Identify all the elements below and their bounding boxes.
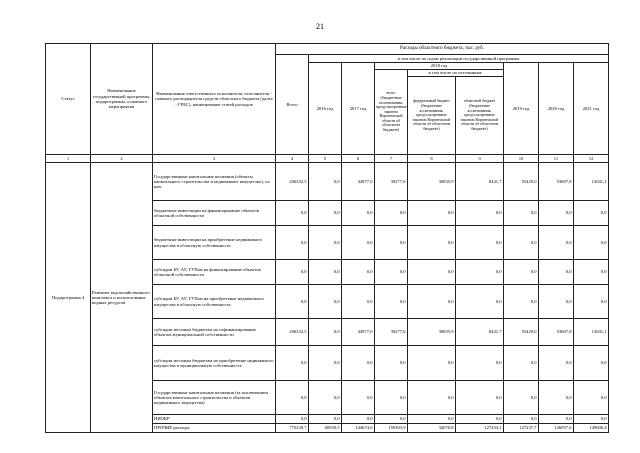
table-row xyxy=(46,163,609,201)
header-total: Всего xyxy=(276,55,309,155)
value-cell: 0,0 xyxy=(309,319,342,346)
value-cell: 0,0 xyxy=(539,415,574,424)
row-label: субсидии местным бюджетам на приобретение недвижимого имущества в муниципальную собственность xyxy=(153,346,276,381)
value-cell: 0,0 xyxy=(342,381,375,415)
value-cell: 55429,0 xyxy=(504,319,539,346)
column-number-row xyxy=(46,155,609,163)
row-label: Государственные капитальные вложения (объекты капитального строительства и недвижимое имущество), из них: xyxy=(153,163,276,201)
header-2018-total: всего (бюджетные ассигнования, предусмотренные законом Воронежской области об областном бюджете) xyxy=(375,70,408,155)
status-cell: Подпрограмма 4 xyxy=(46,163,91,433)
value-cell: 0,0 xyxy=(504,285,539,319)
value-cell: 0,0 xyxy=(408,346,456,381)
value-cell: 0,0 xyxy=(342,226,375,260)
header-2019: 2019 год xyxy=(504,63,539,155)
value-cell: 0,0 xyxy=(504,260,539,285)
value-cell: 0,0 xyxy=(375,201,408,226)
header-2018: 2018 год xyxy=(375,63,504,70)
value-cell: 0,0 xyxy=(408,285,456,319)
row-label: бюджетные инвестиции на финансирование объектов областной собственности xyxy=(153,201,276,226)
value-cell: 30835,9 xyxy=(408,319,456,346)
value-cell: 0,0 xyxy=(375,260,408,285)
col-number: 11 xyxy=(539,155,574,163)
value-cell: 0,0 xyxy=(574,415,609,424)
value-cell: 0,0 xyxy=(574,381,609,415)
value-cell: 53607,8 xyxy=(539,319,574,346)
value-cell: 0,0 xyxy=(456,415,504,424)
value-cell: 0,0 xyxy=(539,226,574,260)
value-cell: 0,0 xyxy=(342,415,375,424)
value-cell: 0,0 xyxy=(504,381,539,415)
value-cell: 0,0 xyxy=(276,201,309,226)
value-cell: 0,0 xyxy=(375,346,408,381)
value-cell: 0,0 xyxy=(375,285,408,319)
value-cell: 13041,1 xyxy=(574,319,609,346)
value-cell: 8441,7 xyxy=(456,319,504,346)
value-cell: 0,0 xyxy=(309,415,342,424)
header-2018-regional: областной бюджет (бюджетные ассигнования, предусмотренные законом Воронежской области об областном бюджете) xyxy=(456,77,504,155)
value-cell: 0,0 xyxy=(408,226,456,260)
header-2018-federal: федеральный бюджет (бюджетные ассигнования, предусмотренные законом Воронежской области об областном бюджете) xyxy=(408,77,456,155)
value-cell: 0,0 xyxy=(309,260,342,285)
row-label: бюджетные инвестиции на приобретение недвижимого имущества в областную собственность xyxy=(153,226,276,260)
value-cell: 775230,7 xyxy=(276,424,309,433)
value-cell: 53607,8 xyxy=(539,163,574,201)
row-label: субсидии местным бюджетам на софинансирование объектов муниципальной собственности xyxy=(153,319,276,346)
value-cell: 0,0 xyxy=(574,346,609,381)
col-number: 3 xyxy=(153,155,276,163)
header-expenses-title: Расходы областного бюджета, тыс. руб. xyxy=(276,44,609,55)
value-cell: 0,0 xyxy=(574,201,609,226)
value-cell: 30835,9 xyxy=(408,163,456,201)
value-cell: 0,0 xyxy=(309,285,342,319)
value-cell: 44977,0 xyxy=(342,163,375,201)
value-cell: 0,0 xyxy=(504,201,539,226)
header-2017: 2017 год xyxy=(342,63,375,155)
page-number: 21 xyxy=(316,22,324,31)
value-cell: 0,0 xyxy=(342,346,375,381)
value-cell: 127233,1 xyxy=(456,424,504,433)
value-cell: 44977,0 xyxy=(342,319,375,346)
header-2021: 2021 год xyxy=(574,63,609,155)
header-status: Статус xyxy=(46,44,91,155)
value-cell: 0,0 xyxy=(539,346,574,381)
value-cell: 0,0 xyxy=(276,381,309,415)
value-cell: 68350,5 xyxy=(309,424,342,433)
value-cell: 0,0 xyxy=(276,226,309,260)
value-cell: 0,0 xyxy=(456,381,504,415)
value-cell: 0,0 xyxy=(456,285,504,319)
col-number: 4 xyxy=(276,155,309,163)
header-executor: Наименование ответственного исполнителя, исполнителя - главного распорядителя средств областного бюджета (далее - ГРБС), наименование статей расходов xyxy=(153,44,276,155)
value-cell: 0,0 xyxy=(309,163,342,201)
value-cell: 206332,5 xyxy=(276,319,309,346)
value-cell: 0,0 xyxy=(342,285,375,319)
value-cell: 0,0 xyxy=(539,260,574,285)
value-cell: 0,0 xyxy=(504,346,539,381)
value-cell: 0,0 xyxy=(309,346,342,381)
col-number: 5 xyxy=(309,155,342,163)
value-cell: 0,0 xyxy=(539,285,574,319)
value-cell: 32070,8 xyxy=(408,424,456,433)
value-cell: 0,0 xyxy=(309,226,342,260)
value-cell: 0,0 xyxy=(276,260,309,285)
row-label: НИОКР xyxy=(153,415,276,424)
header-program-name: Наименование государственной программы, подпрограммы, основного мероприятия xyxy=(91,44,153,155)
value-cell: 0,0 xyxy=(276,346,309,381)
value-cell: 8441,7 xyxy=(456,163,504,201)
value-cell: 0,0 xyxy=(276,415,309,424)
value-cell: 0,0 xyxy=(309,381,342,415)
value-cell: 0,0 xyxy=(276,285,309,319)
row-label: субсидии БУ, АУ, ГУПам на приобретение недвижимого имущества в областную собственность xyxy=(153,285,276,319)
header-2016: 2016 год xyxy=(309,63,342,155)
col-number: 9 xyxy=(456,155,504,163)
header-by-years: в том числе по годам реализации государственной программы xyxy=(309,55,609,63)
value-cell: 55429,0 xyxy=(504,163,539,201)
budget-table xyxy=(45,43,609,433)
value-cell: 0,0 xyxy=(539,201,574,226)
value-cell: 0,0 xyxy=(456,260,504,285)
value-cell: 0,0 xyxy=(574,285,609,319)
value-cell: 144674,6 xyxy=(342,424,375,433)
value-cell: 39277,6 xyxy=(375,163,408,201)
value-cell: 0,0 xyxy=(504,226,539,260)
col-number: 10 xyxy=(504,155,539,163)
value-cell: 0,0 xyxy=(375,226,408,260)
value-cell: 0,0 xyxy=(539,381,574,415)
value-cell: 39277,6 xyxy=(375,319,408,346)
row-label: ПРОЧИЕ расходы xyxy=(153,424,276,433)
value-cell: 149606,4 xyxy=(574,424,609,433)
value-cell: 0,0 xyxy=(574,226,609,260)
col-number: 2 xyxy=(91,155,153,163)
col-number: 8 xyxy=(408,155,456,163)
value-cell: 0,0 xyxy=(504,415,539,424)
value-cell: 0,0 xyxy=(309,201,342,226)
value-cell: 0,0 xyxy=(408,381,456,415)
value-cell: 0,0 xyxy=(574,260,609,285)
value-cell: 0,0 xyxy=(375,415,408,424)
value-cell: 0,0 xyxy=(375,381,408,415)
row-label: Государственные капитальные вложения (за исключением объектов капитального строительства и объектов недвижимого имущества) xyxy=(153,381,276,415)
value-cell: 13041,1 xyxy=(574,163,609,201)
value-cell: 206332,5 xyxy=(276,163,309,201)
value-cell: 0,0 xyxy=(408,260,456,285)
program-cell: Развитие водохозяйственного комплекса и использование водных ресурсов xyxy=(91,163,153,433)
value-cell: 0,0 xyxy=(408,201,456,226)
value-cell: 0,0 xyxy=(456,226,504,260)
value-cell: 0,0 xyxy=(456,201,504,226)
value-cell: 0,0 xyxy=(342,260,375,285)
value-cell: 159303,9 xyxy=(375,424,408,433)
col-number: 7 xyxy=(375,155,408,163)
col-number: 12 xyxy=(574,155,609,163)
value-cell: 0,0 xyxy=(408,415,456,424)
value-cell: 126057,6 xyxy=(539,424,574,433)
value-cell: 127237,7 xyxy=(504,424,539,433)
col-number: 6 xyxy=(342,155,375,163)
header-2020: 2020 год xyxy=(539,63,574,155)
header-2018-sources: в том числе по источникам: xyxy=(408,70,504,77)
row-label: субсидии БУ, АУ, ГУПам на финансирование объектов областной собственности xyxy=(153,260,276,285)
col-number: 1 xyxy=(46,155,91,163)
value-cell: 0,0 xyxy=(342,201,375,226)
value-cell: 0,0 xyxy=(456,346,504,381)
